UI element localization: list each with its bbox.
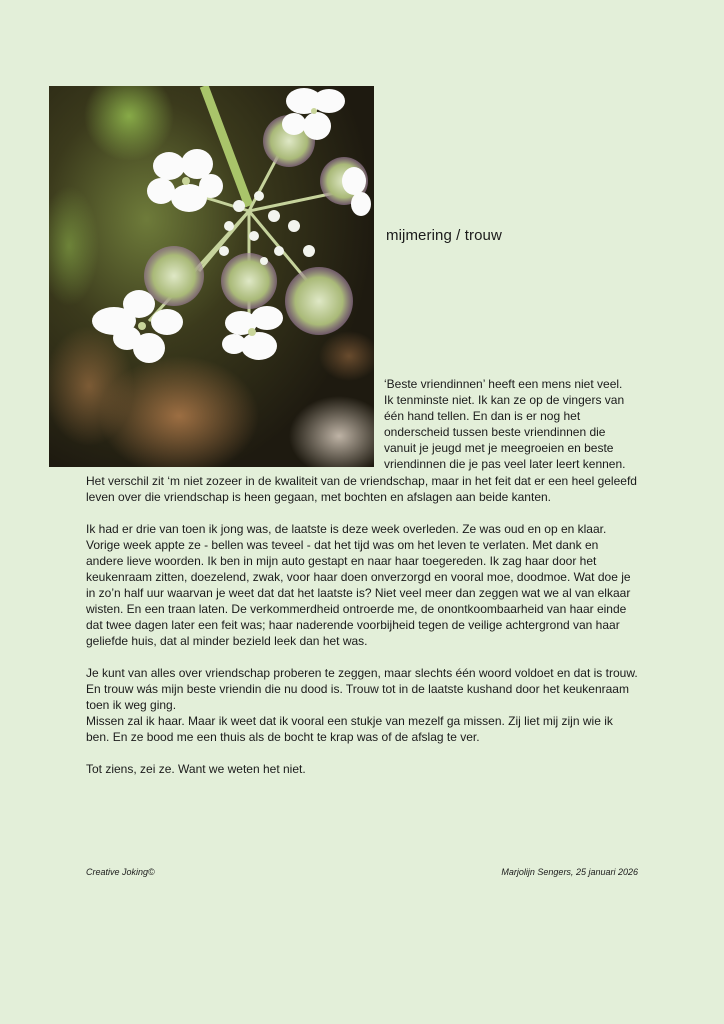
paragraph: Ik had er drie van toen ik jong was, de laatste is deze week overleden. Ze was oud en op en klaar. Vorige week appte ze - bellen was teveel - dat het tijd was om het leven te verlaten. Met dank en andere lieve woorden. Ik ben in mijn auto gestapt en naar haar toegereden. Ik zag haar door het keukenraam zitten, doezelend, zwak, voor haar doen onverzorgd en vooral moe, doodmoe. Wat doe je in zo’n half uur waarvan je weet dat dat het laatste is? Niet veel meer dan zeggen wat we al van elkaar wisten. En een traan laten. De verkommerdheid ontroerde me, de onontkoombaarheid van haar einde dat twee dagen later een feit was; haar naderende voorbijheid tegen de veilige achtergrond van haar geliefde huis, dat al minder bezield leek dan het was. [86, 522, 631, 648]
intro-line: één hand tellen. En dan is er nog het [384, 409, 581, 423]
article-body [86, 473, 638, 777]
intro-line: ‘Beste vriendinnen’ heeft een mens niet veel. [384, 377, 623, 391]
flower-photo [49, 86, 374, 467]
intro-paragraph [384, 376, 638, 472]
paragraph: Het verschil zit ‘m niet zozeer in de kwaliteit van de vriendschap, maar in het feit dat er een heel geleefd leven over die vriendschap is heen gegaan, met bochten en afslagen aan beide kanten. [86, 474, 637, 504]
intro-line: vanuit je jeugd met je meegroeien en beste [384, 441, 614, 455]
paragraph: Je kunt van alles over vriendschap proberen te zeggen, maar slechts één woord voldoet en dat is trouw. En trouw wás mijn beste vriendin die nu dood is. Trouw tot in de laatste kushand door het keukenraam toen ik weg ging. [86, 666, 638, 712]
intro-line: vriendinnen die je pas veel later leert kennen. [384, 457, 626, 471]
footer-author-date: Marjolijn Sengers, 25 januari 2026 [501, 867, 638, 877]
intro-line: onderscheid tussen beste vriendinnen die [384, 425, 606, 439]
footer-credit: Creative Joking© [86, 867, 155, 877]
paragraph: Tot ziens, zei ze. Want we weten het niet. [86, 762, 306, 776]
paragraph: Missen zal ik haar. Maar ik weet dat ik vooral een stukje van mezelf ga missen. Zij liet mij zijn wie ik ben. En ze bood me een thuis als de bocht te krap was of de afslag te ver. [86, 714, 613, 744]
intro-line: Ik tenminste niet. Ik kan ze op de vingers van [384, 393, 625, 407]
flower-illustration [49, 86, 374, 467]
page-title: mijmering / trouw [386, 227, 502, 244]
